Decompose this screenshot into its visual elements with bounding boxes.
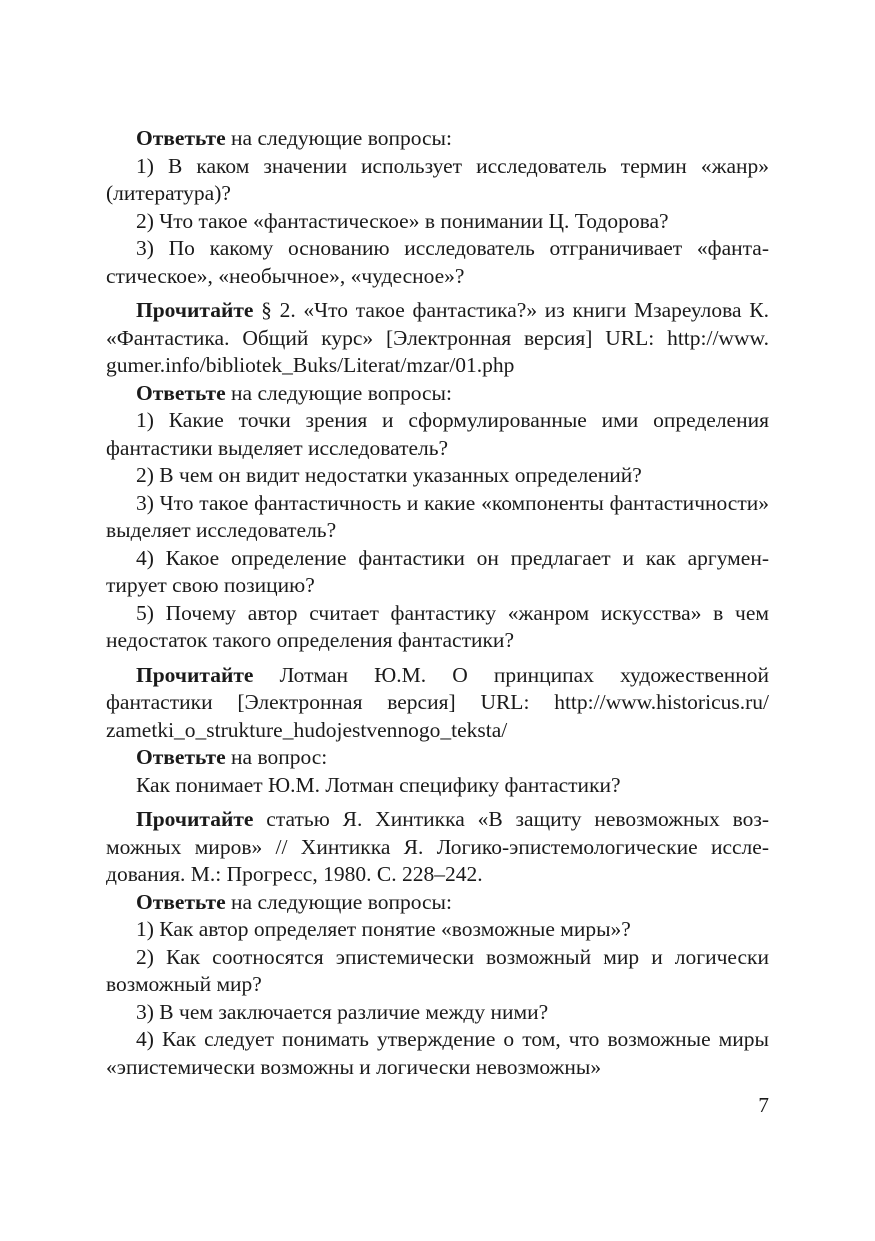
- paragraph: [106, 407, 769, 462]
- paragraph: [106, 490, 769, 545]
- bold-lead: Прочитайте: [136, 298, 254, 322]
- paragraph: [106, 772, 769, 800]
- paragraph-text: 3) По какому основанию исследователь отграничивает «фантастическое», «необычное», «чудесное»?: [106, 236, 769, 288]
- bold-lead: Ответьте: [136, 889, 226, 914]
- paragraph-text: на вопрос:: [225, 745, 328, 769]
- paragraph-text: Как понимает Ю.М. Лотман специфику фантастики?: [136, 772, 621, 797]
- paragraph-text: на следующие вопросы:: [225, 380, 452, 405]
- paragraph-text: 2) В чем он видит недостатки указанных определений?: [136, 463, 642, 487]
- paragraph-text: 1) В каком значении использует исследователь термин «жанр» (литература)?: [106, 153, 769, 205]
- paragraph: [106, 125, 769, 153]
- bold-lead: Ответьте: [136, 380, 226, 405]
- paragraph-text: 5) Почему автор считает фантастику «жанром искусства» в чем недостаток такого определения фантастики?: [106, 600, 769, 652]
- paragraph: [106, 462, 769, 490]
- paragraph-text: на следующие вопросы:: [225, 126, 452, 150]
- paragraph: [106, 806, 769, 889]
- paragraph-text: статью Я. Хинтикка «В защиту невозможных возможных миров» // Хинтикка Я. Логико-эпистемологические исследования. М.: Прогресс, 1980. С. 228–242.: [106, 807, 769, 886]
- paragraph: [106, 889, 769, 917]
- paragraph: [106, 916, 769, 944]
- paragraph-text: § 2. «Что такое фантастика?» из книги Мзареулова К. «Фантастика. Общий курс» [Электронная версия] URL: http://www.​gumer.info/bibliotek_Buks/Literat/mzar/01.php: [106, 298, 769, 377]
- paragraph: [106, 1026, 769, 1081]
- paragraph: [106, 380, 769, 408]
- paragraph: [106, 944, 769, 999]
- paragraph-text: 3) Что такое фантастичность и какие «компоненты фантастичности» выделяет исследователь?: [106, 490, 769, 542]
- paragraph: [106, 744, 769, 772]
- paragraph: [106, 153, 769, 208]
- paragraph-text: 3) В чем заключается различие между ними?: [136, 999, 549, 1024]
- paragraph: [106, 545, 769, 600]
- paragraph-text: 4) Как следует понимать утверждение о том, что возможные миры «эпистемически возможны и логически невозможны»: [106, 1027, 769, 1079]
- paragraph-text: на следующие вопросы:: [225, 889, 452, 914]
- bold-lead: Ответьте: [136, 745, 226, 769]
- paragraph: [106, 297, 769, 380]
- paragraph-text: 1) Какие точки зрения и сформулированные ими определения фантастики выделяет исследователь?: [106, 408, 769, 460]
- paragraph-text: 2) Как соотносятся эпистемически возможный мир и логически возможный мир?: [106, 944, 769, 996]
- paragraph: [106, 662, 769, 745]
- bold-lead: Прочитайте: [136, 662, 254, 687]
- paragraph-text: 1) Как автор определяет понятие «возможные миры»?: [136, 917, 631, 941]
- document-body: [106, 125, 769, 1081]
- page-number: 7: [758, 1093, 769, 1117]
- paragraph-text: 2) Что такое «фантастическое» в понимании Ц. Тодорова?: [136, 208, 669, 233]
- paragraph: [106, 208, 769, 236]
- bold-lead: Ответьте: [136, 126, 226, 150]
- paragraph: [106, 235, 769, 290]
- paragraph-text: 4) Какое определение фантастики он предлагает и как аргументирует свою позицию?: [106, 545, 769, 597]
- paragraph: [106, 999, 769, 1027]
- bold-lead: Прочитайте: [136, 807, 254, 831]
- paragraph-text: Лотман Ю.М. О принципах художественной фантастики [Электронная версия] URL: http://www.historicus.ru/​zametki_o_strukture_hudojestvennogo_teksta/: [106, 662, 769, 742]
- paragraph: [106, 600, 769, 655]
